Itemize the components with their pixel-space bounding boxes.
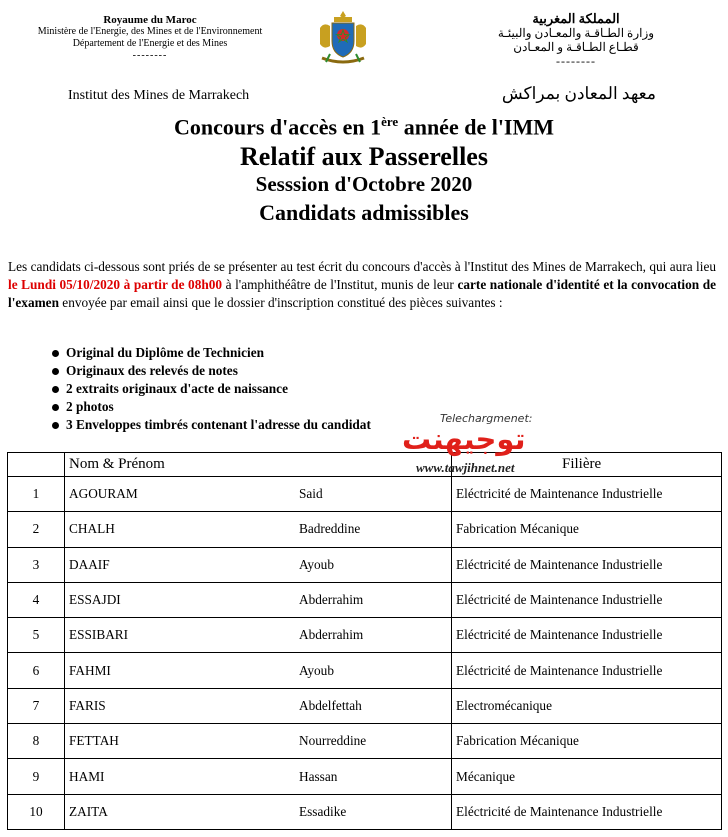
- header-number: [8, 453, 65, 477]
- last-name: FETTAH: [69, 733, 119, 749]
- first-name: Said: [299, 486, 323, 502]
- table-row: [8, 724, 722, 759]
- last-name: HAMI: [69, 768, 105, 784]
- table-row: [8, 547, 722, 582]
- row-number: 10: [8, 794, 65, 829]
- row-filiere: Eléctricité de Maintenance Industrielle: [452, 477, 722, 512]
- row-name-cell: [65, 618, 452, 653]
- list-item: 3 Enveloppes timbrés contenant l'adresse du candidat: [50, 416, 371, 434]
- required-ids: carte nationale d'identité et la convocation de l'examen: [8, 277, 716, 310]
- intro-part3: envoyée par email ainsi que le dossier d'inscription constitué des pièces suivantes :: [58, 295, 503, 310]
- title-session: Sesssion d'Octobre 2020: [255, 172, 473, 196]
- row-name-cell: [65, 512, 452, 547]
- row-name-cell: [65, 688, 452, 723]
- row-filiere: Eléctricité de Maintenance Industrielle: [452, 794, 722, 829]
- row-filiere: Fabrication Mécanique: [452, 512, 722, 547]
- watermark: [402, 412, 552, 478]
- last-name: AGOURAM: [69, 486, 138, 502]
- separator-right: --------: [556, 54, 596, 68]
- row-name-cell: [65, 794, 452, 829]
- first-name: Essadike: [299, 803, 347, 819]
- header-right: [446, 12, 706, 68]
- row-number: 6: [8, 653, 65, 688]
- institute-name-ar: معهد المعادن بمراكش: [501, 84, 656, 103]
- last-name: FARIS: [69, 697, 106, 713]
- first-name: Ayoub: [299, 662, 334, 678]
- table-row: [8, 653, 722, 688]
- kingdom-ar: المملكة المغربية: [532, 11, 620, 26]
- ministry-ar: وزارة الطـاقـة والمعـادن والبيئـة: [497, 26, 655, 40]
- row-number: 8: [8, 724, 65, 759]
- row-filiere: Eléctricité de Maintenance Industrielle: [452, 582, 722, 617]
- row-filiere: Eléctricité de Maintenance Industrielle: [452, 547, 722, 582]
- row-filiere: Mécanique: [452, 759, 722, 794]
- intro-part2: à l'amphithéâtre de l'Institut, munis de leur: [222, 277, 458, 292]
- last-name: ESSAJDI: [69, 592, 121, 608]
- candidates-table: [7, 452, 722, 830]
- kingdom-fr: Royaume du Maroc: [103, 14, 197, 26]
- row-name-cell: [65, 759, 452, 794]
- title-concours-post: année de l'IMM: [398, 114, 555, 140]
- first-name: Abderrahim: [299, 592, 364, 608]
- last-name: CHALH: [69, 521, 115, 537]
- watermark-logo: توجيهنت: [402, 422, 526, 456]
- table-row: [8, 582, 722, 617]
- department-fr: Département de l'Energie et des Mines: [72, 38, 228, 49]
- title-concours-pre: Concours d'accès en 1: [173, 114, 382, 140]
- row-filiere: Electromécanique: [452, 688, 722, 723]
- documents-list: [50, 344, 371, 434]
- coat-of-arms-icon: [312, 8, 374, 70]
- row-filiere: Eléctricité de Maintenance Industrielle: [452, 618, 722, 653]
- title-passerelles: Relatif aux Passerelles: [240, 142, 488, 171]
- table-row: [8, 618, 722, 653]
- row-name-cell: [65, 582, 452, 617]
- list-item: 2 extraits originaux d'acte de naissance: [50, 380, 371, 398]
- first-name: Ayoub: [299, 556, 334, 572]
- separator-left: --------: [132, 50, 168, 61]
- title-concours: [0, 114, 728, 140]
- first-name: Abdelfettah: [299, 697, 362, 713]
- title-admissibles: Candidats admissibles: [259, 200, 469, 225]
- list-item: Original du Diplôme de Technicien: [50, 344, 371, 362]
- intro-paragraph: [8, 258, 716, 312]
- row-name-cell: [65, 724, 452, 759]
- header-filiere: Filière: [452, 453, 722, 477]
- table-row: [8, 688, 722, 723]
- table-row: [8, 477, 722, 512]
- row-number: 9: [8, 759, 65, 794]
- row-filiere: Eléctricité de Maintenance Industrielle: [452, 653, 722, 688]
- table-row: [8, 512, 722, 547]
- table-row: [8, 794, 722, 829]
- last-name: ESSIBARI: [69, 627, 129, 643]
- row-number: 7: [8, 688, 65, 723]
- watermark-label: Telechargmenet:: [440, 412, 533, 425]
- row-filiere: Fabrication Mécanique: [452, 724, 722, 759]
- exam-date: le Lundi 05/10/2020 à partir de 08h00: [8, 277, 223, 292]
- institute-name-fr: Institut des Mines de Marrakech: [68, 88, 250, 103]
- title-concours-sup: ère: [381, 114, 399, 129]
- first-name: Abderrahim: [299, 627, 364, 643]
- first-name: Badreddine: [299, 521, 361, 537]
- row-number: 4: [8, 582, 65, 617]
- row-name-cell: [65, 547, 452, 582]
- last-name: FAHMI: [69, 662, 111, 678]
- row-number: 1: [8, 477, 65, 512]
- watermark-url: www.tawjihnet.net: [416, 460, 515, 475]
- row-name-cell: [65, 477, 452, 512]
- list-item: Originaux des relevés de notes: [50, 362, 371, 380]
- row-number: 5: [8, 618, 65, 653]
- table-header-row: [8, 453, 722, 477]
- header-left: [20, 14, 280, 62]
- last-name: ZAITA: [69, 803, 108, 819]
- table-row: [8, 759, 722, 794]
- first-name: Hassan: [299, 768, 338, 784]
- row-name-cell: [65, 653, 452, 688]
- intro-part1: Les candidats ci-dessous sont priés de se présenter au test écrit du concours d'accès à l'Institut des Mines de Marrakech, qui aura lieu: [8, 259, 716, 274]
- last-name: DAAIF: [69, 556, 110, 572]
- department-ar: قطـاع الطـاقـة و المعـادن: [513, 40, 639, 54]
- first-name: Nourreddine: [299, 733, 367, 749]
- row-number: 3: [8, 547, 65, 582]
- row-number: 2: [8, 512, 65, 547]
- header-name: Nom & Prénom: [65, 453, 452, 477]
- ministry-fr: Ministère de l'Energie, des Mines et de l'Environnement: [37, 26, 263, 37]
- list-item: 2 photos: [50, 398, 371, 416]
